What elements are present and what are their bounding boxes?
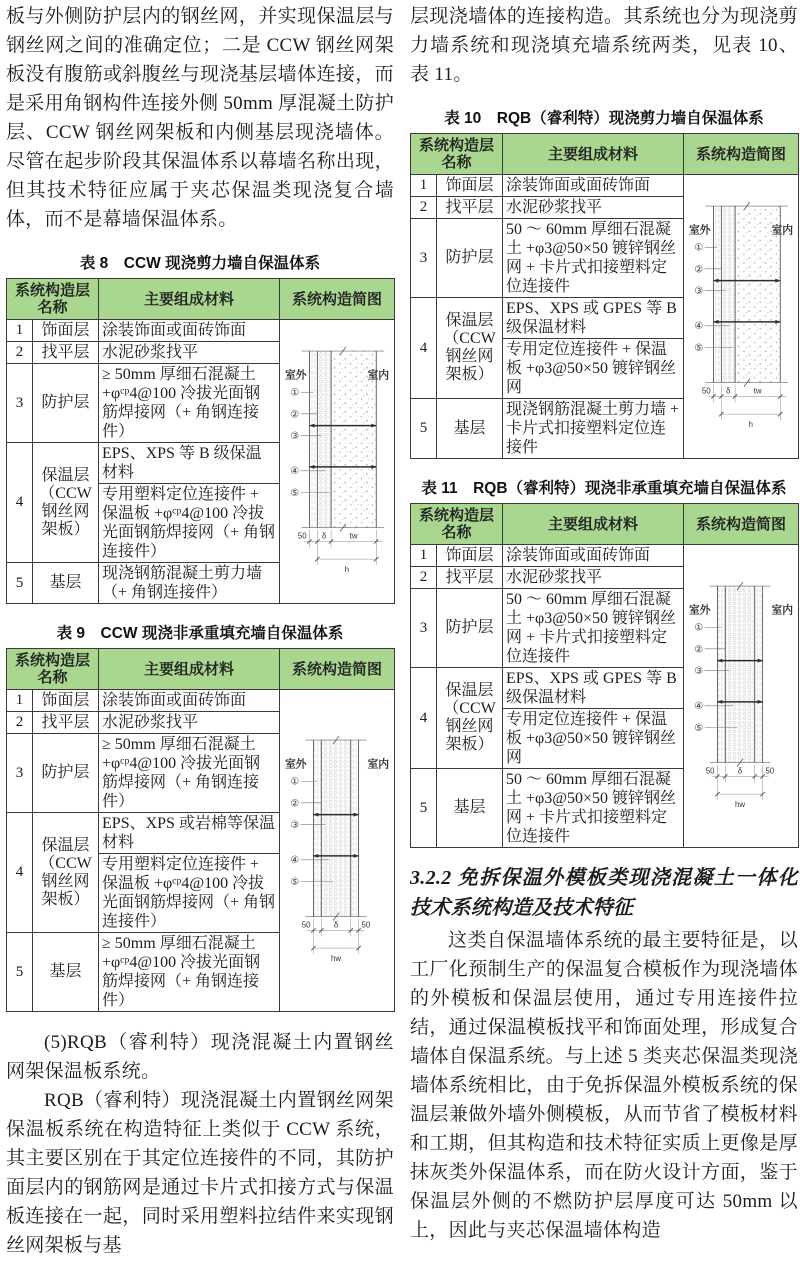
svg-text:h: h: [344, 564, 350, 574]
layer-material: 涂装饰面或面砖饰面: [99, 320, 280, 342]
layer-name: 找平层: [437, 197, 503, 219]
table-header-row: [411, 504, 799, 545]
svg-text:50: 50: [297, 531, 307, 541]
layer-number: 4: [7, 813, 33, 933]
svg-text:δ: δ: [737, 766, 743, 775]
layer-material: 专用定位连接件 + 保温板 +φ3@50×50 镀锌钢丝网: [503, 339, 684, 399]
svg-text:室内: 室内: [367, 369, 390, 382]
wall-section-diagram: [284, 335, 390, 583]
table8-block: [6, 251, 394, 604]
table-header-row: [411, 134, 799, 175]
layer-number: 4: [411, 668, 437, 769]
col-header-diagram: 系统构造简图: [280, 649, 395, 690]
col-header-diagram: 系统构造简图: [684, 504, 799, 545]
wall-section-diagram: [688, 570, 794, 818]
table-header-row: [7, 649, 395, 690]
layer-material: EPS、XPS 等 B 级保温材料: [99, 443, 280, 484]
svg-text:③: ③: [694, 665, 704, 677]
svg-text:②: ②: [694, 264, 704, 276]
layer-material: EPS、XPS 或岩棉等保温材料: [99, 813, 280, 854]
svg-text:④: ④: [694, 700, 704, 712]
layer-material: 50 ～ 60mm 厚细石混凝土 +φ3@50×50 镀锌钢丝网 + 卡片式扣接塑料定位连接件: [503, 219, 684, 298]
table11: [410, 503, 799, 848]
layer-material: 涂装饰面或面砖饰面: [99, 690, 280, 712]
svg-text:⑤: ⑤: [290, 487, 300, 499]
wall-section-diagram: [284, 724, 390, 972]
svg-text:室内: 室内: [771, 604, 794, 617]
layer-number: 3: [7, 734, 33, 813]
col-header-materials: 主要组成材料: [99, 279, 280, 320]
layer-number: 1: [411, 175, 437, 197]
col-header-layer-name: 系统构造层名称: [7, 279, 99, 320]
svg-text:③: ③: [290, 819, 300, 831]
table-row: [7, 690, 395, 712]
layer-number: 5: [7, 563, 33, 604]
paragraph-continuation: 板与外侧防护层内的钢丝网，并实现保温层与钢丝网之间的准确定位；二是 CCW 钢丝网架板没有腹筋或斜腹丝与现浇基层墙体连接，而是采用角钢构件连接外侧 50mm 厚混凝土防护层、CCW 钢丝网架板和内侧基层现浇墙体。尽管在起步阶段其保温体系以幕墙名称出现，但其技术特征应属于夹芯保温类现浇复合墙体，而不是幕墙保温体系。: [6, 6, 394, 230]
layer-material: 专用塑料定位连接件 + 保温板 +φᶜᵖ4@100 冷拔光面钢筋焊接网（+ 角钢连接件）: [99, 854, 280, 933]
svg-text:①: ①: [290, 776, 300, 788]
svg-text:tw: tw: [349, 531, 358, 541]
svg-text:⑤: ⑤: [290, 876, 300, 888]
layer-name: 防护层: [437, 219, 503, 298]
table-header-row: [7, 279, 395, 320]
layer-material: 50 ～ 60mm 厚细石混凝土 +φ3@50×50 镀锌钢丝网 + 卡片式扣接塑料定位连接件: [503, 769, 684, 848]
layer-number: 3: [411, 589, 437, 668]
layer-material: 现浇钢筋混凝土剪力墙 + 卡片式扣接塑料定位连接件: [503, 399, 684, 459]
layer-number: 3: [7, 364, 33, 443]
right-column: [410, 2, 798, 1260]
svg-text:②: ②: [290, 798, 300, 810]
svg-text:④: ④: [290, 466, 300, 478]
layer-name: 防护层: [33, 364, 99, 443]
svg-text:①: ①: [694, 622, 704, 634]
col-header-layer-name: 系统构造层名称: [411, 134, 503, 175]
layer-number: 3: [411, 219, 437, 298]
table11-caption: 表 11 RQB（睿利特）现浇非承重填充墙自保温体系: [421, 480, 787, 497]
layer-number: 1: [411, 545, 437, 567]
layer-material: 水泥砂浆找平: [99, 342, 280, 364]
layer-name: 保温层（CCW 钢丝网架板）: [33, 813, 99, 933]
layer-name: 找平层: [33, 342, 99, 364]
svg-text:室外: 室外: [284, 758, 307, 771]
layer-name: 基层: [33, 933, 99, 1012]
layer-material: 水泥砂浆找平: [99, 712, 280, 734]
paragraph-section-body: 这类自保温墙体系统的最主要特征是，以工厂化预制生产的保温复合模板作为现浇墙体的外模板和保温层使用，通过专用连接件拉结，通过保温模板找平和饰面处理，形成复合墙体自保温系统。与上述 5 类夹芯保温类现浇墙体系统相比，由于免拆保温外模板系统的保温层兼做外墙外侧模板，从而节省了模板材料和工期，但其构造和技术特征实质上更像是厚抹灰类外保温体系，而在防火设计方面，鉴于保温层外侧的不燃防护层厚度可达 50mm 以上，因此与夹芯保温墙体构造: [410, 930, 798, 1241]
svg-text:tw: tw: [753, 386, 762, 396]
col-header-diagram: 系统构造简图: [280, 279, 395, 320]
layer-material: 现浇钢筋混凝土剪力墙（+ 角钢连接件）: [99, 563, 280, 604]
svg-text:50: 50: [765, 766, 775, 775]
layer-material: ≥ 50mm 厚细石混凝土 +φᶜᵖ4@100 冷拔光面钢筋焊接网（+ 角钢连接件）: [99, 364, 280, 443]
table9: [6, 648, 395, 1012]
diagram-cell: [280, 320, 395, 604]
layer-number: 1: [7, 320, 33, 342]
paragraph-continuation: 层现浇墙体的连接构造。其系统也分为现浇剪力墙系统和现浇填充墙系统两类，见表 10、表 11。: [410, 6, 798, 85]
layer-number: 2: [7, 342, 33, 364]
table-row: [411, 175, 799, 197]
table8: [6, 278, 395, 604]
svg-text:δ: δ: [726, 386, 731, 396]
layer-number: 2: [411, 567, 437, 589]
layer-material: 水泥砂浆找平: [503, 567, 684, 589]
svg-text:②: ②: [694, 643, 704, 655]
layer-name: 基层: [437, 399, 503, 459]
svg-text:hw: hw: [331, 953, 342, 963]
layer-name: 饰面层: [437, 175, 503, 197]
layer-number: 1: [7, 690, 33, 712]
section-heading-3-2-2: 3.2.2 免拆保温外模板类现浇混凝土一体化技术系统构造及技术特征: [410, 867, 798, 919]
svg-text:h: h: [748, 419, 754, 429]
table10: [410, 133, 799, 459]
layer-material: 涂装饰面或面砖饰面: [503, 175, 684, 197]
svg-text:50: 50: [301, 920, 311, 930]
col-header-materials: 主要组成材料: [503, 504, 684, 545]
layer-number: 2: [411, 197, 437, 219]
svg-text:50: 50: [361, 920, 371, 930]
layer-name: 找平层: [437, 567, 503, 589]
col-header-diagram: 系统构造简图: [684, 134, 799, 175]
wall-section-diagram: [688, 190, 794, 438]
layer-name: 保温层（CCW 钢丝网架板）: [437, 668, 503, 769]
layer-number: 4: [7, 443, 33, 563]
svg-text:室外: 室外: [284, 369, 307, 382]
svg-text:hw: hw: [735, 799, 746, 809]
layer-name: 防护层: [33, 734, 99, 813]
layer-name: 饰面层: [437, 545, 503, 567]
layer-material: 50 ～ 60mm 厚细石混凝土 +φ3@50×50 镀锌钢丝网 + 卡片式扣接塑料定位连接件: [503, 589, 684, 668]
svg-text:50: 50: [701, 386, 711, 396]
svg-text:室外: 室外: [688, 604, 711, 617]
layer-number: 2: [7, 712, 33, 734]
table10-block: [410, 106, 798, 459]
layer-material: 专用塑料定位连接件 + 保温板 +φᶜᵖ4@100 冷拔光面钢筋焊接网（+ 角钢连接件）: [99, 484, 280, 563]
table9-block: [6, 621, 394, 1012]
svg-text:③: ③: [290, 430, 300, 442]
left-column: [6, 2, 394, 1260]
layer-number: 5: [411, 769, 437, 848]
layer-number: 5: [7, 933, 33, 1012]
svg-text:δ: δ: [333, 920, 339, 930]
table9-caption: 表 9 CCW 现浇非承重填充墙自保温体系: [56, 625, 344, 642]
layer-material: EPS、XPS 或 GPES 等 B 级保温材料: [503, 298, 684, 339]
table11-block: [410, 476, 798, 848]
svg-text:③: ③: [694, 285, 704, 297]
layer-name: 饰面层: [33, 320, 99, 342]
layer-name: 饰面层: [33, 690, 99, 712]
layer-material: 专用定位连接件 + 保温板 +φ3@50×50 镀锌钢丝网: [503, 709, 684, 769]
col-header-layer-name: 系统构造层名称: [411, 504, 503, 545]
diagram-cell: [684, 175, 799, 459]
layer-material: ≥ 50mm 厚细石混凝土 +φᶜᵖ4@100 冷拔光面钢筋焊接网（+ 角钢连接件）: [99, 734, 280, 813]
svg-text:④: ④: [694, 321, 704, 333]
svg-text:室内: 室内: [771, 224, 794, 237]
layer-name: 保温层（CCW 钢丝网架板）: [437, 298, 503, 399]
table10-caption: 表 10 RQB（睿利特）现浇剪力墙自保温体系: [444, 110, 764, 127]
svg-text:②: ②: [290, 409, 300, 421]
paragraph-rqb-intro: (5)RQB（睿利特）现浇混凝土内置钢丝网架保温板系统。: [6, 1032, 394, 1082]
col-header-layer-name: 系统构造层名称: [7, 649, 99, 690]
layer-material: 水泥砂浆找平: [503, 197, 684, 219]
layer-name: 基层: [33, 563, 99, 604]
paragraph-rqb-detail: RQB（睿利特）现浇混凝土内置钢丝网架保温板系统在构造特征上类似于 CCW 系统，其主要区别在于其定位连接件的不同，其防护面层内的钢筋网是通过卡片式扣接方式与保温板连接在一起，同时采用塑料拉结件来实现钢丝网架板与基: [6, 1090, 394, 1256]
svg-text:50: 50: [705, 766, 715, 775]
diagram-cell: [280, 690, 395, 1012]
table-row: [7, 320, 395, 342]
svg-text:①: ①: [694, 242, 704, 254]
table8-caption: 表 8 CCW 现浇剪力墙自保温体系: [79, 255, 321, 272]
svg-text:δ: δ: [322, 531, 327, 541]
layer-number: 4: [411, 298, 437, 399]
svg-text:④: ④: [290, 855, 300, 867]
svg-text:室内: 室内: [367, 758, 390, 771]
table-row: [411, 545, 799, 567]
layer-name: 防护层: [437, 589, 503, 668]
diagram-cell: [684, 545, 799, 848]
layer-name: 找平层: [33, 712, 99, 734]
layer-name: 基层: [437, 769, 503, 848]
svg-text:室外: 室外: [688, 224, 711, 237]
svg-text:①: ①: [290, 387, 300, 399]
col-header-materials: 主要组成材料: [99, 649, 280, 690]
layer-material: ≥ 50mm 厚细石混凝土 +φᶜᵖ4@100 冷拔光面钢筋焊接网（+ 角钢连接件）: [99, 933, 280, 1012]
col-header-materials: 主要组成材料: [503, 134, 684, 175]
layer-name: 保温层（CCW 钢丝网架板）: [33, 443, 99, 563]
svg-text:⑤: ⑤: [694, 342, 704, 354]
layer-material: 涂装饰面或面砖饰面: [503, 545, 684, 567]
layer-number: 5: [411, 399, 437, 459]
svg-text:⑤: ⑤: [694, 722, 704, 734]
layer-material: EPS、XPS 或 GPES 等 B 级保温材料: [503, 668, 684, 709]
